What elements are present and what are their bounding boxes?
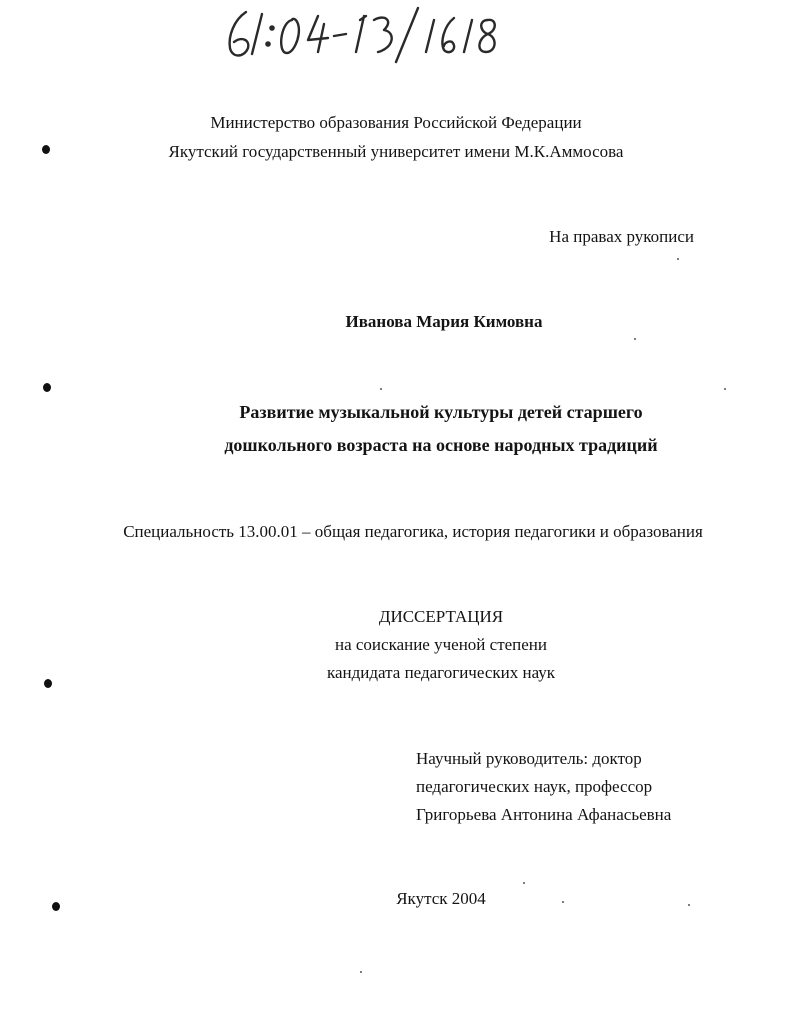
university-name: Якутский государственный университет имени М.К.Аммосова [168, 142, 624, 161]
binder-hole-mark [52, 902, 60, 911]
binder-hole-mark [44, 679, 52, 688]
handwritten-archive-code [222, 6, 522, 64]
specialty-line: Специальность 13.00.01 – общая педагогика, история педагогики и образования [123, 522, 703, 541]
binder-hole-mark [42, 145, 50, 154]
scan-speck [677, 258, 679, 260]
dissertation-title-line-1: Развитие музыкальной культуры детей старшего [239, 402, 643, 422]
scan-speck [360, 971, 362, 973]
scan-speck [634, 338, 636, 340]
manuscript-rights-note: На правах рукописи [549, 227, 694, 246]
scan-speck [724, 388, 726, 390]
degree-purpose-line-1: на соискание ученой степени [334, 635, 548, 654]
binder-hole-mark [43, 383, 51, 392]
dissertation-title-line-2: дошкольного возраста на основе народных традиций [224, 435, 658, 455]
ministry-name: Министерство образования Российской Федерации [210, 113, 582, 132]
scan-speck [562, 901, 564, 903]
scan-speck [523, 882, 525, 884]
degree-purpose-line-2: кандидата педагогических наук [326, 663, 556, 682]
scan-speck [380, 388, 382, 390]
document-type: ДИССЕРТАЦИЯ [378, 607, 504, 626]
supervisor-line-2: педагогических наук, профессор [416, 777, 653, 796]
author-name: Иванова Мария Кимовна [345, 312, 543, 331]
supervisor-name: Григорьева Антонина Афанасьевна [416, 805, 672, 824]
supervisor-line-1: Научный руководитель: доктор [416, 749, 642, 768]
scan-speck [688, 904, 690, 906]
city-and-year: Якутск 2004 [396, 889, 486, 908]
